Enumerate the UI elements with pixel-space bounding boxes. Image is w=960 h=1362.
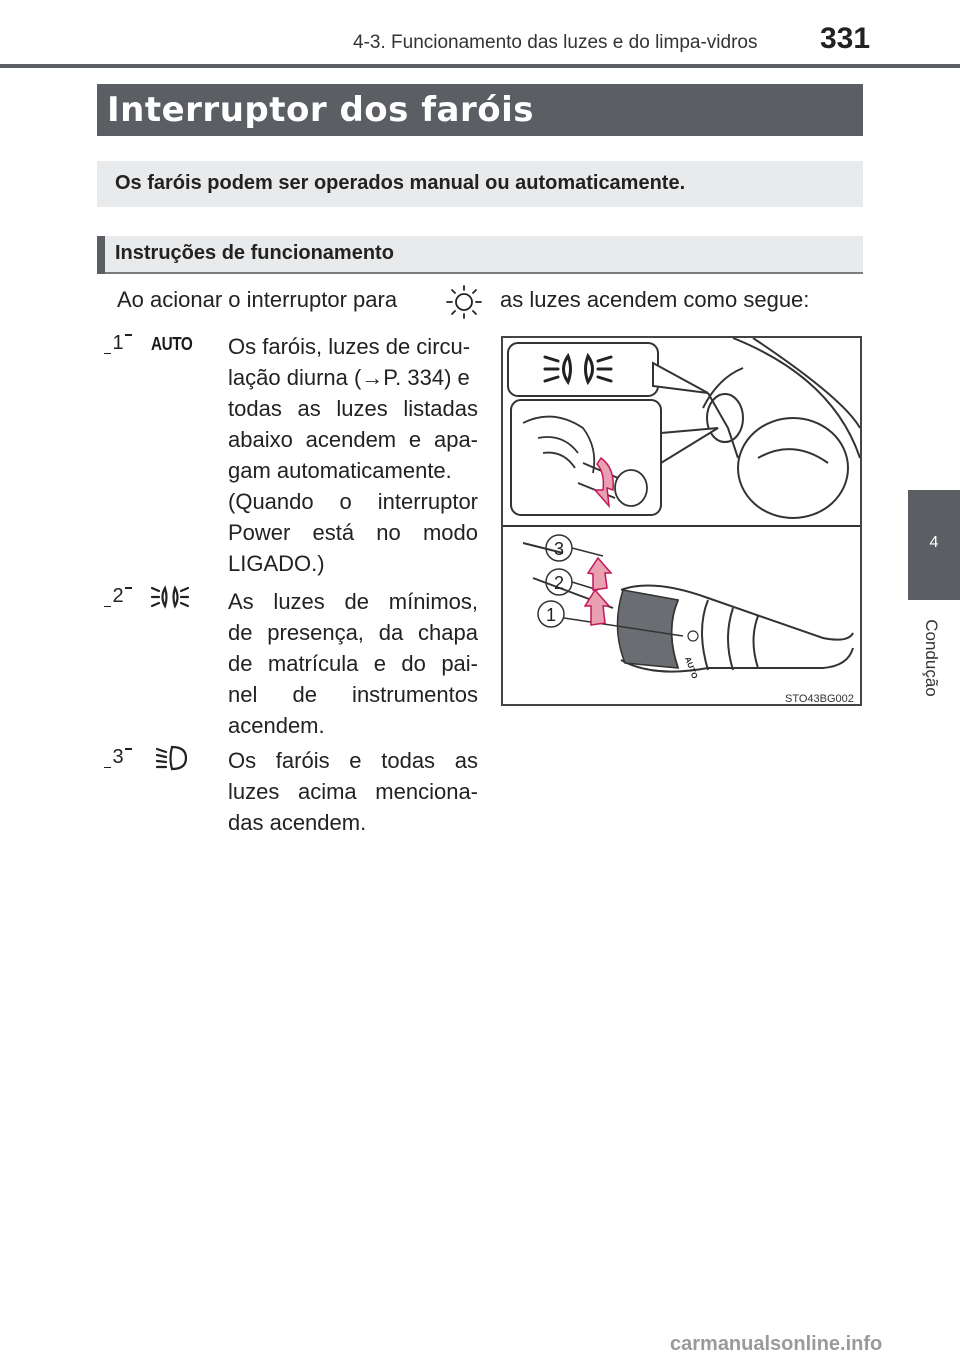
header-rule — [0, 64, 960, 68]
item-2-description: As luzes de mínimos, de presença, da chapa de matrícula e do pai- nel de instrumentos acendem. — [228, 589, 478, 738]
parking-lights-icon — [150, 582, 190, 612]
chapter-number: 4 — [929, 534, 939, 551]
intro-text: Os faróis podem ser operados manual ou automaticamente. — [115, 172, 686, 194]
lead-before: Ao acionar o interruptor para — [117, 287, 398, 312]
item-1-description: Os faróis, luzes de circu- lação diurna (→P. 334) e todas as luzes listadas abaixo acendem e apa- gam automaticamente. (Quando o interruptor Power está no modo LIGADO.) — [228, 334, 478, 576]
item-number-2: 2 — [107, 585, 129, 609]
chapter-tab[interactable] — [908, 490, 960, 600]
item-number-1: 1 — [107, 332, 129, 356]
callout-2: 2 — [553, 573, 565, 593]
item-number-3: 3 — [107, 746, 129, 770]
lever-auto-label: AUTO — [683, 655, 700, 680]
headlight-switch-figure — [501, 336, 862, 706]
switch-illustration — [503, 338, 860, 704]
subheading-bar — [97, 236, 105, 274]
figure-code: STO43BG002 — [785, 693, 854, 704]
chapter-label: Condução — [922, 619, 941, 697]
section-title: 4-3. Funcionamento das luzes e do limpa-vidros — [353, 32, 758, 53]
item-3-description: Os faróis e todas as luzes acima menciona- das acendem. — [228, 748, 478, 835]
lead-after: as luzes acendem como segue: — [500, 287, 810, 312]
headlight-low-beam-icon — [154, 743, 190, 773]
title-bar — [97, 84, 863, 136]
headlight-switch-icon — [444, 284, 484, 320]
watermark: carmanualsonline.info — [670, 1333, 883, 1355]
intro-box — [97, 161, 863, 207]
subheading-text: Instruções de funcionamento — [115, 242, 394, 264]
callout-3: 3 — [553, 539, 565, 559]
callout-1: 1 — [545, 605, 557, 625]
page-title: Interruptor dos faróis — [107, 90, 534, 130]
subheading — [97, 236, 863, 274]
auto-icon: AUTO — [151, 334, 193, 354]
page-number: 331 — [820, 22, 871, 55]
